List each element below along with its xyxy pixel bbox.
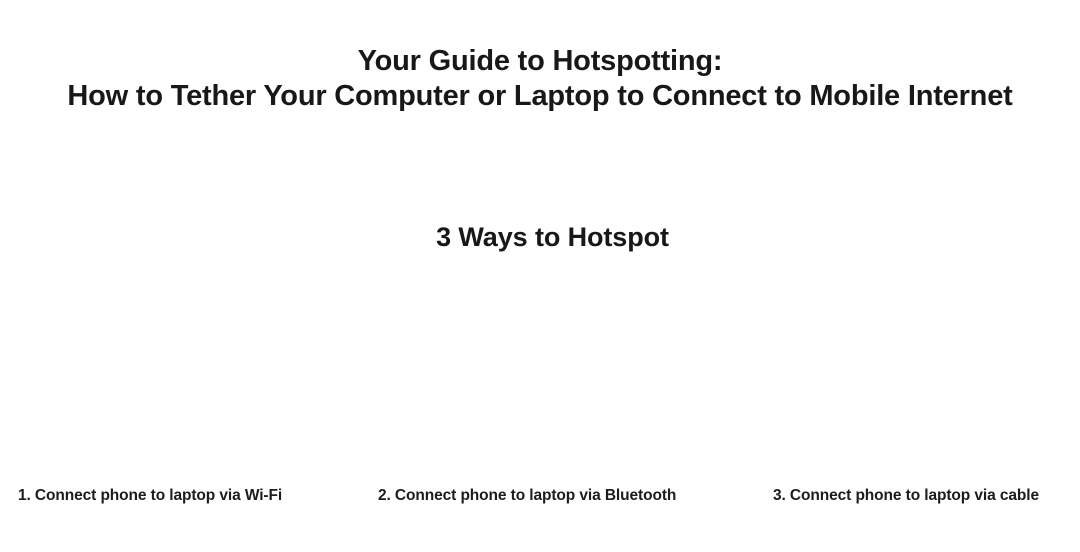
caption-item: 3. Connect phone to laptop via cable <box>773 487 1039 504</box>
caption-item: 1. Connect phone to laptop via Wi-Fi <box>18 487 283 504</box>
title-line-2: How to Tether Your Computer or Laptop to Connect to Mobile Internet <box>67 80 1013 113</box>
section-heading: 3 Ways to Hotspot <box>436 222 669 252</box>
caption-item: 2. Connect phone to laptop via Bluetooth <box>378 487 677 504</box>
caption-row <box>0 487 1080 517</box>
page-title <box>0 44 1080 115</box>
title-line-1: Your Guide to Hotspotting: <box>357 45 723 77</box>
